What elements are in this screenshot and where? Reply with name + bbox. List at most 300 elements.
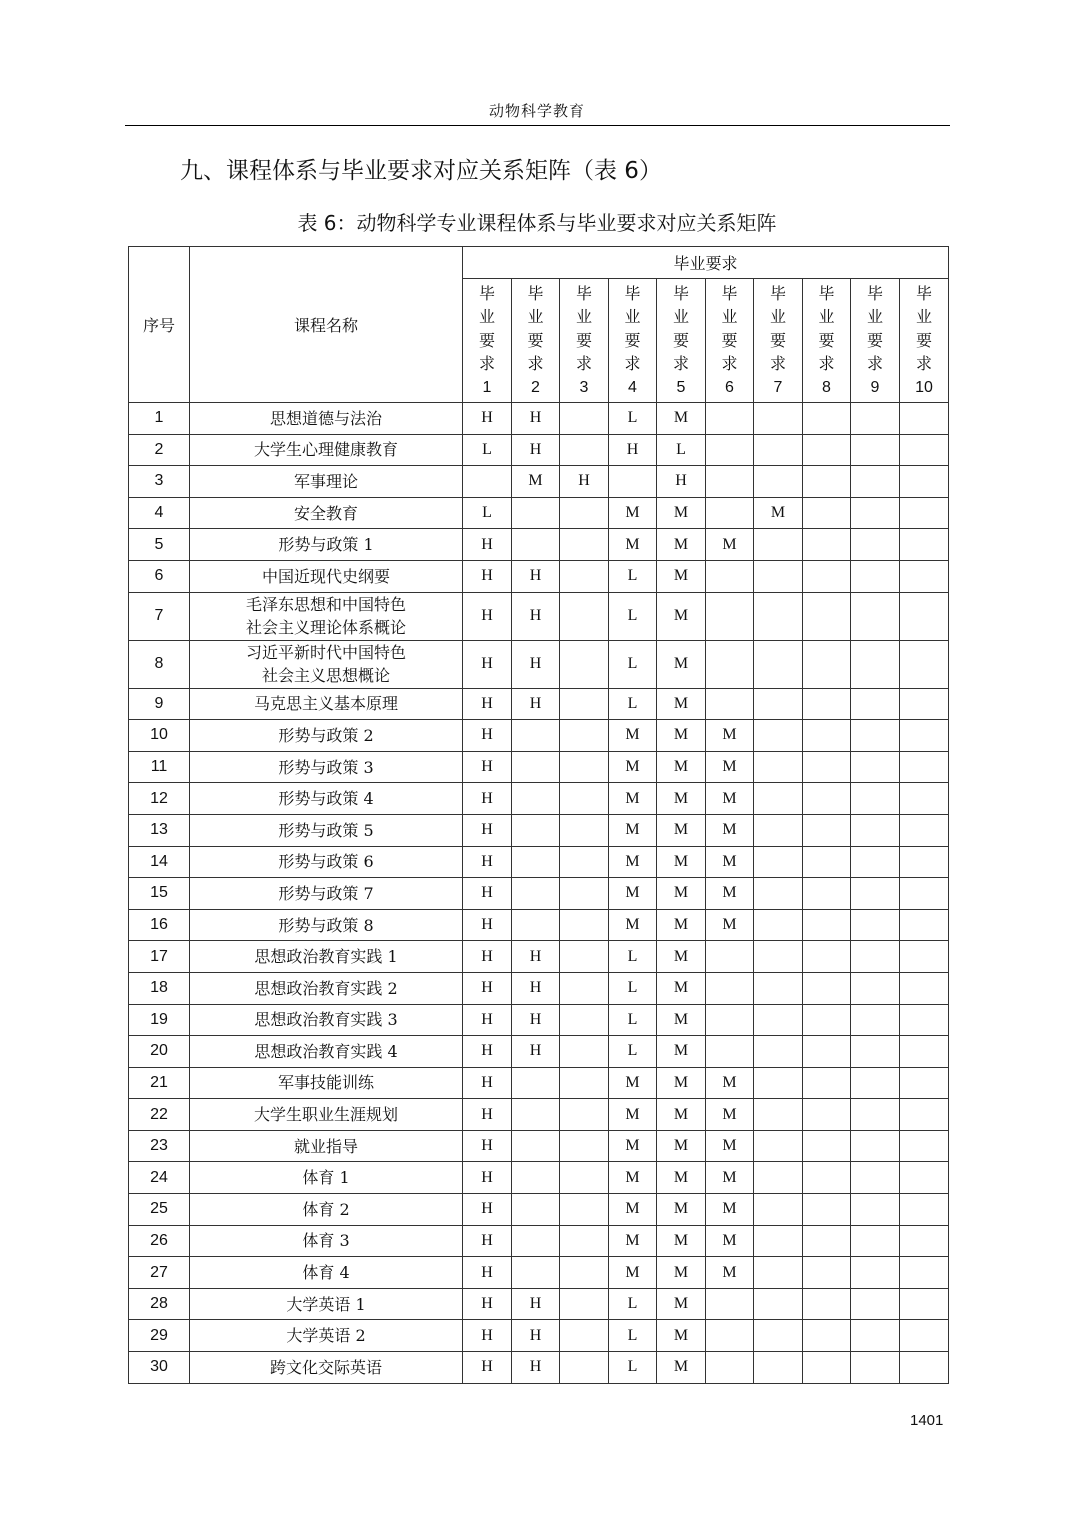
requirement-header-6: [706, 279, 754, 403]
requirement-header-5: [657, 279, 706, 403]
requirement-mark-4: M: [609, 814, 657, 846]
requirement-mark-9: [851, 972, 900, 1004]
requirement-header-number: 6: [725, 378, 734, 396]
requirement-mark-5: M: [657, 814, 706, 846]
requirement-mark-9: [851, 1225, 900, 1257]
requirement-header-number: 7: [773, 378, 783, 396]
requirement-mark-6: [706, 592, 754, 640]
requirement-header-number: 4: [628, 378, 637, 396]
requirement-mark-4: M: [609, 783, 657, 815]
requirement-mark-6: M: [706, 1225, 754, 1257]
table-row: [129, 1225, 949, 1257]
running-header: 动物科学教育: [488, 102, 585, 120]
requirement-mark-9: [851, 878, 900, 910]
requirement-mark-3: [560, 592, 609, 640]
requirement-mark-6: [706, 434, 754, 466]
requirement-mark-8: [803, 1036, 851, 1068]
requirement-mark-9: [851, 403, 900, 435]
requirement-mark-2: H: [512, 941, 560, 973]
requirement-mark-7: M: [754, 497, 803, 529]
requirement-mark-7: [754, 878, 803, 910]
requirement-mark-6: [706, 1320, 754, 1352]
course-name: 形势与政策 4: [190, 783, 463, 815]
requirement-mark-5: M: [657, 640, 706, 688]
requirement-mark-9: [851, 1004, 900, 1036]
requirement-mark-4: L: [609, 1004, 657, 1036]
requirement-mark-5: M: [657, 592, 706, 640]
table-row: [129, 688, 949, 720]
requirement-mark-4: L: [609, 972, 657, 1004]
requirement-mark-2: [512, 814, 560, 846]
requirement-mark-4: M: [609, 1130, 657, 1162]
requirement-mark-9: [851, 1194, 900, 1226]
requirement-mark-6: [706, 972, 754, 1004]
requirement-mark-2: H: [512, 1288, 560, 1320]
row-index: 21: [129, 1067, 190, 1099]
row-index: 16: [129, 909, 190, 941]
row-index: 18: [129, 972, 190, 1004]
requirement-mark-5: M: [657, 1099, 706, 1131]
requirement-mark-2: [512, 1067, 560, 1099]
requirement-mark-2: [512, 751, 560, 783]
requirement-mark-1: H: [463, 972, 512, 1004]
requirement-header-label: 毕 业 要 求: [769, 283, 786, 374]
table-row: [129, 434, 949, 466]
requirement-mark-3: [560, 909, 609, 941]
requirement-mark-1: H: [463, 1320, 512, 1352]
requirement-header-4: [609, 279, 657, 403]
course-name: 形势与政策 8: [190, 909, 463, 941]
requirement-mark-6: M: [706, 751, 754, 783]
course-name: 形势与政策 5: [190, 814, 463, 846]
requirement-mark-10: [900, 783, 949, 815]
requirement-mark-4: M: [609, 846, 657, 878]
requirement-mark-4: M: [609, 1194, 657, 1226]
requirement-header-label: 毕 业 要 求: [818, 283, 835, 374]
requirement-mark-3: [560, 529, 609, 561]
requirement-mark-1: H: [463, 403, 512, 435]
table-row: [129, 1130, 949, 1162]
requirement-mark-7: [754, 1162, 803, 1194]
requirement-mark-7: [754, 640, 803, 688]
requirement-mark-2: H: [512, 592, 560, 640]
requirement-mark-6: M: [706, 720, 754, 752]
requirement-mark-1: H: [463, 814, 512, 846]
requirement-mark-3: [560, 1099, 609, 1131]
table-row: [129, 814, 949, 846]
requirement-mark-9: [851, 592, 900, 640]
table-row: [129, 1099, 949, 1131]
requirement-mark-3: [560, 1257, 609, 1289]
requirement-mark-1: H: [463, 560, 512, 592]
requirement-mark-9: [851, 751, 900, 783]
requirement-mark-8: [803, 783, 851, 815]
requirement-mark-2: H: [512, 1352, 560, 1384]
requirement-mark-3: [560, 1067, 609, 1099]
course-column-header: 课程名称: [190, 247, 463, 403]
requirement-mark-3: [560, 640, 609, 688]
requirement-mark-3: [560, 688, 609, 720]
course-name: 军事理论: [190, 466, 463, 498]
course-name: 体育 3: [190, 1225, 463, 1257]
requirement-mark-2: [512, 846, 560, 878]
requirement-mark-9: [851, 1162, 900, 1194]
table-row: [129, 1194, 949, 1226]
course-name: 中国近现代史纲要: [190, 560, 463, 592]
requirement-mark-3: [560, 814, 609, 846]
requirement-mark-3: [560, 878, 609, 910]
requirement-mark-2: H: [512, 1036, 560, 1068]
table-row: [129, 497, 949, 529]
requirement-mark-6: M: [706, 1162, 754, 1194]
row-index: 8: [129, 640, 190, 688]
requirement-header-label: 毕 业 要 求: [478, 283, 495, 374]
requirement-mark-1: H: [463, 1257, 512, 1289]
requirement-mark-7: [754, 1288, 803, 1320]
requirement-mark-5: M: [657, 972, 706, 1004]
table-row: [129, 941, 949, 973]
requirement-mark-7: [754, 560, 803, 592]
requirement-mark-2: [512, 909, 560, 941]
requirement-mark-5: M: [657, 1320, 706, 1352]
table-row: [129, 972, 949, 1004]
requirement-mark-3: [560, 941, 609, 973]
requirement-mark-4: M: [609, 751, 657, 783]
requirement-mark-1: H: [463, 751, 512, 783]
row-index: 19: [129, 1004, 190, 1036]
requirement-mark-8: [803, 1352, 851, 1384]
requirement-mark-9: [851, 1036, 900, 1068]
requirement-mark-4: M: [609, 1257, 657, 1289]
requirement-mark-8: [803, 529, 851, 561]
requirement-mark-6: [706, 1352, 754, 1384]
requirement-mark-10: [900, 1288, 949, 1320]
requirement-mark-3: [560, 1320, 609, 1352]
requirement-mark-3: [560, 972, 609, 1004]
requirement-mark-6: [706, 403, 754, 435]
requirement-mark-6: [706, 640, 754, 688]
requirement-mark-3: [560, 751, 609, 783]
table-row: [129, 592, 949, 640]
requirement-mark-9: [851, 1130, 900, 1162]
requirement-mark-4: L: [609, 1352, 657, 1384]
requirement-mark-7: [754, 529, 803, 561]
requirement-mark-6: [706, 941, 754, 973]
requirement-mark-10: [900, 1099, 949, 1131]
requirement-mark-10: [900, 1162, 949, 1194]
requirement-mark-5: M: [657, 720, 706, 752]
requirement-header-3: [560, 279, 609, 403]
requirement-mark-9: [851, 720, 900, 752]
requirement-mark-2: [512, 529, 560, 561]
requirement-header-label: 毕 业 要 求: [672, 283, 689, 374]
requirement-mark-3: [560, 403, 609, 435]
requirement-mark-2: H: [512, 688, 560, 720]
table-row: [129, 560, 949, 592]
requirement-mark-3: [560, 1130, 609, 1162]
requirement-mark-7: [754, 783, 803, 815]
requirement-mark-10: [900, 1130, 949, 1162]
requirement-mark-4: M: [609, 1162, 657, 1194]
requirement-mark-10: [900, 560, 949, 592]
section-title: 九、课程体系与毕业要求对应关系矩阵（表 6）: [180, 158, 662, 184]
requirement-mark-5: M: [657, 1130, 706, 1162]
requirement-mark-10: [900, 640, 949, 688]
requirement-mark-8: [803, 497, 851, 529]
requirement-mark-8: [803, 1130, 851, 1162]
row-index: 24: [129, 1162, 190, 1194]
row-index: 6: [129, 560, 190, 592]
requirement-mark-5: M: [657, 1162, 706, 1194]
requirement-mark-9: [851, 941, 900, 973]
requirement-mark-4: M: [609, 529, 657, 561]
requirement-mark-9: [851, 560, 900, 592]
row-index: 17: [129, 941, 190, 973]
requirement-mark-7: [754, 751, 803, 783]
requirement-header-number: 10: [915, 378, 933, 396]
requirement-header-number: 2: [531, 378, 540, 396]
course-name: 思想政治教育实践 2: [190, 972, 463, 1004]
requirement-mark-8: [803, 560, 851, 592]
requirement-mark-5: M: [657, 751, 706, 783]
requirement-header-label: 毕 业 要 求: [916, 283, 933, 374]
requirement-mark-10: [900, 1004, 949, 1036]
requirement-mark-10: [900, 466, 949, 498]
requirement-mark-4: H: [609, 434, 657, 466]
requirement-mark-3: [560, 434, 609, 466]
row-index: 30: [129, 1352, 190, 1384]
requirement-mark-8: [803, 972, 851, 1004]
course-requirement-matrix: [128, 246, 949, 1384]
requirement-mark-9: [851, 434, 900, 466]
requirement-mark-8: [803, 640, 851, 688]
requirement-header-label: 毕 业 要 求: [527, 283, 544, 374]
requirement-mark-3: [560, 560, 609, 592]
requirement-mark-10: [900, 720, 949, 752]
requirement-mark-1: H: [463, 1067, 512, 1099]
row-index: 12: [129, 783, 190, 815]
row-index: 29: [129, 1320, 190, 1352]
requirement-mark-5: M: [657, 1036, 706, 1068]
requirement-mark-8: [803, 878, 851, 910]
requirement-mark-3: [560, 783, 609, 815]
requirement-mark-10: [900, 403, 949, 435]
requirement-mark-2: [512, 497, 560, 529]
table-row: [129, 529, 949, 561]
requirement-mark-10: [900, 1194, 949, 1226]
requirement-mark-7: [754, 814, 803, 846]
table-row: [129, 403, 949, 435]
requirement-header-label: 毕 业 要 求: [575, 283, 592, 374]
requirement-mark-7: [754, 909, 803, 941]
requirement-mark-10: [900, 1352, 949, 1384]
requirement-mark-10: [900, 592, 949, 640]
requirement-mark-10: [900, 1320, 949, 1352]
requirement-mark-5: M: [657, 1004, 706, 1036]
course-name: 大学生心理健康教育: [190, 434, 463, 466]
requirement-mark-5: M: [657, 878, 706, 910]
requirement-mark-9: [851, 1320, 900, 1352]
requirement-mark-2: [512, 1225, 560, 1257]
requirement-mark-3: [560, 1162, 609, 1194]
requirement-mark-5: M: [657, 1194, 706, 1226]
requirement-header-7: [754, 279, 803, 403]
course-name: 思想道德与法治: [190, 403, 463, 435]
requirement-mark-1: H: [463, 1162, 512, 1194]
requirement-mark-10: [900, 1225, 949, 1257]
requirement-mark-6: M: [706, 814, 754, 846]
requirement-mark-9: [851, 640, 900, 688]
requirement-mark-1: H: [463, 941, 512, 973]
requirement-mark-6: M: [706, 878, 754, 910]
row-index: 15: [129, 878, 190, 910]
requirement-mark-1: L: [463, 434, 512, 466]
row-index: 11: [129, 751, 190, 783]
requirement-mark-7: [754, 1225, 803, 1257]
requirement-mark-7: [754, 688, 803, 720]
requirement-mark-5: M: [657, 403, 706, 435]
requirement-mark-5: H: [657, 466, 706, 498]
requirement-mark-1: H: [463, 529, 512, 561]
requirement-mark-4: M: [609, 720, 657, 752]
requirement-mark-6: [706, 560, 754, 592]
course-name: 形势与政策 2: [190, 720, 463, 752]
requirement-mark-1: H: [463, 1288, 512, 1320]
requirement-mark-2: H: [512, 1320, 560, 1352]
row-index: 3: [129, 466, 190, 498]
requirement-header-2: [512, 279, 560, 403]
table-row: [129, 1004, 949, 1036]
requirement-mark-5: M: [657, 941, 706, 973]
requirement-mark-3: [560, 497, 609, 529]
requirement-mark-8: [803, 403, 851, 435]
course-name: 体育 4: [190, 1257, 463, 1289]
requirement-mark-2: H: [512, 403, 560, 435]
requirement-mark-9: [851, 466, 900, 498]
requirement-mark-6: M: [706, 1099, 754, 1131]
requirement-mark-7: [754, 720, 803, 752]
requirement-header-label: 毕 业 要 求: [721, 283, 738, 374]
row-index: 10: [129, 720, 190, 752]
requirement-mark-3: [560, 846, 609, 878]
requirement-header-9: [851, 279, 900, 403]
table-row: [129, 846, 949, 878]
requirement-mark-1: H: [463, 846, 512, 878]
requirement-mark-4: L: [609, 403, 657, 435]
table-row: [129, 1162, 949, 1194]
requirement-mark-3: [560, 1194, 609, 1226]
requirement-mark-6: M: [706, 1194, 754, 1226]
requirement-mark-1: [463, 466, 512, 498]
requirement-mark-3: [560, 1004, 609, 1036]
course-name: 毛泽东思想和中国特色 社会主义理论体系概论: [190, 592, 463, 640]
requirement-mark-10: [900, 972, 949, 1004]
course-name: 形势与政策 3: [190, 751, 463, 783]
requirement-mark-4: M: [609, 1099, 657, 1131]
requirement-mark-2: H: [512, 972, 560, 1004]
requirement-mark-1: H: [463, 1194, 512, 1226]
requirement-mark-8: [803, 720, 851, 752]
requirement-mark-1: H: [463, 592, 512, 640]
matrix-body: [129, 403, 949, 1384]
requirement-mark-6: M: [706, 909, 754, 941]
requirement-mark-7: [754, 1352, 803, 1384]
requirement-mark-8: [803, 814, 851, 846]
requirement-mark-7: [754, 1130, 803, 1162]
requirement-mark-7: [754, 1067, 803, 1099]
course-name: 形势与政策 1: [190, 529, 463, 561]
course-name: 大学生职业生涯规划: [190, 1099, 463, 1131]
table-row: [129, 783, 949, 815]
requirement-mark-10: [900, 846, 949, 878]
requirement-mark-4: L: [609, 1320, 657, 1352]
requirement-mark-8: [803, 592, 851, 640]
requirement-mark-6: [706, 1004, 754, 1036]
requirement-mark-3: [560, 1036, 609, 1068]
requirement-header-number: 3: [579, 378, 589, 396]
requirement-header-number: 1: [482, 378, 492, 396]
requirement-mark-1: H: [463, 688, 512, 720]
requirement-mark-6: [706, 466, 754, 498]
requirement-mark-4: L: [609, 688, 657, 720]
requirement-mark-6: M: [706, 1067, 754, 1099]
requirement-mark-4: L: [609, 941, 657, 973]
requirement-mark-6: [706, 497, 754, 529]
requirement-mark-6: M: [706, 1257, 754, 1289]
requirement-mark-5: M: [657, 529, 706, 561]
row-index: 14: [129, 846, 190, 878]
requirement-mark-2: [512, 1194, 560, 1226]
table-row: [129, 640, 949, 688]
requirement-mark-8: [803, 434, 851, 466]
requirement-mark-10: [900, 688, 949, 720]
requirement-mark-8: [803, 1225, 851, 1257]
requirement-mark-3: [560, 720, 609, 752]
table-row: [129, 1036, 949, 1068]
requirement-mark-7: [754, 434, 803, 466]
requirement-mark-10: [900, 1067, 949, 1099]
table-row: [129, 1257, 949, 1289]
requirement-mark-4: L: [609, 640, 657, 688]
course-name: 思想政治教育实践 4: [190, 1036, 463, 1068]
index-column-header: 序号: [129, 247, 190, 403]
requirement-mark-10: [900, 1036, 949, 1068]
requirement-mark-8: [803, 751, 851, 783]
requirement-mark-7: [754, 403, 803, 435]
requirement-mark-9: [851, 1099, 900, 1131]
course-name: 思想政治教育实践 1: [190, 941, 463, 973]
requirement-mark-4: M: [609, 1067, 657, 1099]
requirement-mark-2: M: [512, 466, 560, 498]
course-name: 体育 1: [190, 1162, 463, 1194]
requirement-mark-5: M: [657, 1352, 706, 1384]
course-name: 大学英语 1: [190, 1288, 463, 1320]
requirement-mark-7: [754, 1099, 803, 1131]
requirement-mark-8: [803, 941, 851, 973]
requirement-mark-7: [754, 1320, 803, 1352]
requirement-mark-9: [851, 814, 900, 846]
requirement-mark-2: [512, 878, 560, 910]
requirement-mark-5: M: [657, 1288, 706, 1320]
requirement-mark-2: H: [512, 640, 560, 688]
requirement-mark-3: [560, 1352, 609, 1384]
row-index: 1: [129, 403, 190, 435]
row-index: 2: [129, 434, 190, 466]
requirement-mark-7: [754, 466, 803, 498]
row-index: 27: [129, 1257, 190, 1289]
row-index: 4: [129, 497, 190, 529]
requirement-header-number: 8: [822, 378, 831, 396]
